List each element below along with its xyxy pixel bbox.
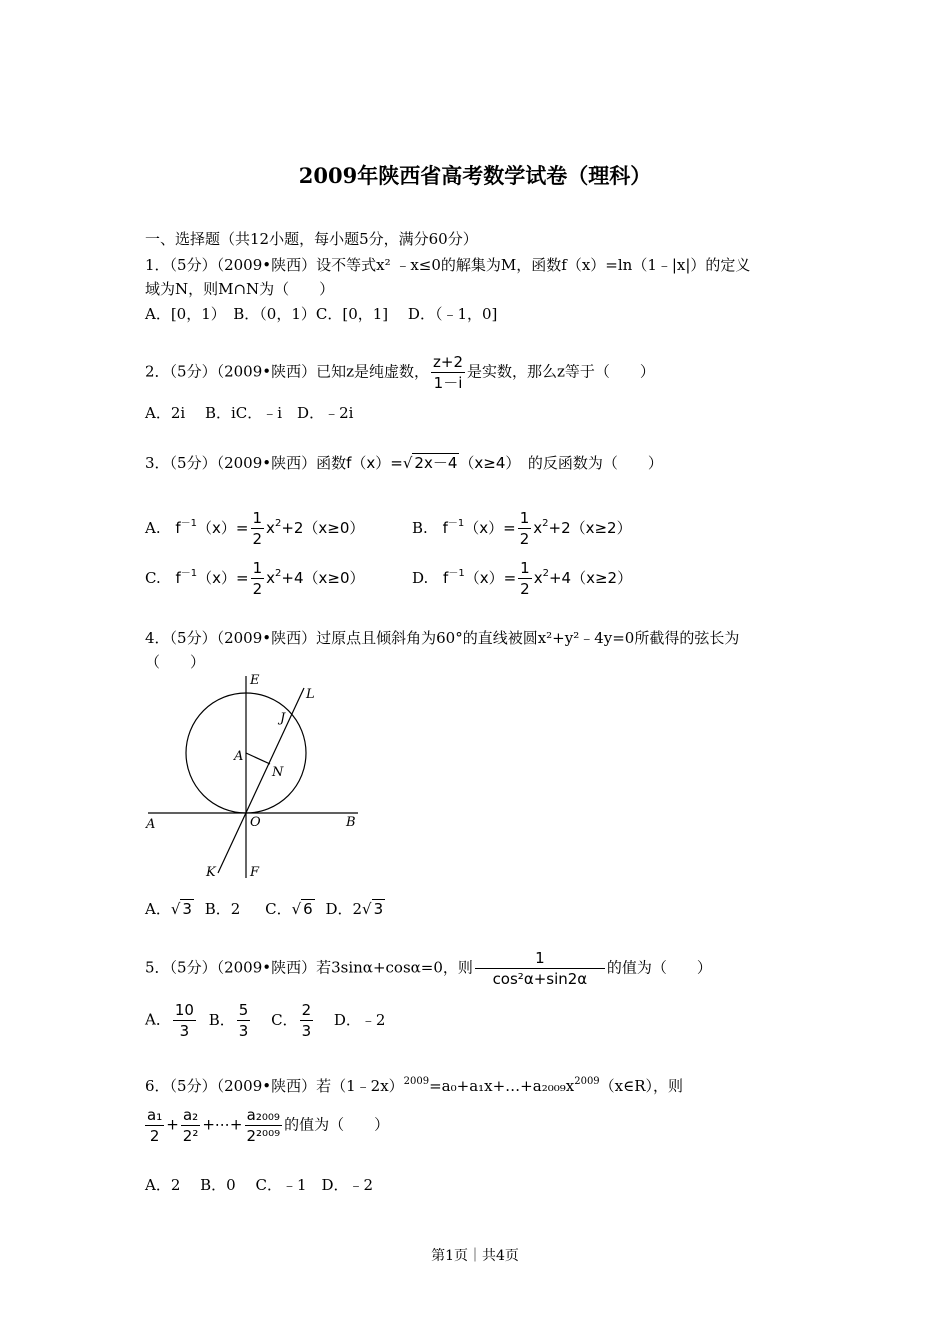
q1-line2: 域为N，则M∩N为（ ） bbox=[145, 280, 335, 298]
q2-post: 是实数，那么z等于（ ） bbox=[467, 362, 655, 381]
q4-sqrt-a: √ 3 bbox=[170, 900, 192, 918]
q4-opt-b: B．2 bbox=[204, 900, 241, 918]
half-fraction bbox=[518, 558, 532, 599]
q5-opt-c: C． bbox=[271, 1010, 298, 1029]
q5-c-num: 2 bbox=[301, 1001, 312, 1019]
q4-rad-d: 3 bbox=[373, 900, 384, 918]
q5-options bbox=[145, 1000, 385, 1041]
q6-line1 bbox=[145, 1075, 683, 1096]
q3-option-c: C. $f^{-1}(x)=$ $\frac{1}{2}$ $x^2+4(x\ge 0)$ bbox=[145, 559, 365, 598]
q5-a-num: 10 bbox=[174, 1001, 194, 1019]
q4-rad-a: 3 bbox=[182, 900, 192, 918]
x-var: x bbox=[266, 569, 276, 587]
q3-d-cond: +4（x≥2） bbox=[548, 569, 633, 587]
q4-opt-d: D．2 bbox=[325, 900, 363, 918]
section-heading: 一、选择题（共12小题，每小题5分，满分60分） bbox=[145, 230, 478, 248]
q6-f2-den: 2² bbox=[182, 1127, 199, 1145]
q5-a-den: 3 bbox=[179, 1022, 190, 1040]
q5-fraction bbox=[475, 948, 605, 989]
finv-arg: （x）= bbox=[464, 569, 517, 587]
q6-frac3 bbox=[245, 1105, 283, 1146]
q4-opt-c: C． bbox=[265, 900, 292, 918]
q5-b-num: 5 bbox=[238, 1001, 249, 1019]
q5-num: 1 bbox=[475, 948, 605, 969]
q6-f3-den: 2²⁰⁰⁹ bbox=[246, 1127, 281, 1145]
q5-frac-c bbox=[300, 1000, 314, 1041]
label-e: E bbox=[250, 673, 260, 688]
q3-cond: （x≥4） bbox=[459, 454, 513, 472]
q3-c-cond: +4（x≥0） bbox=[281, 569, 365, 587]
label-o: O bbox=[250, 815, 261, 830]
finv-sup: －1 bbox=[180, 518, 198, 529]
page-title: 2009年陕西省高考数学试卷（理科） bbox=[298, 163, 652, 188]
q2-num: z+2 bbox=[433, 353, 464, 371]
q3-pre: 3．（5分）（2009•陕西）函数 bbox=[145, 454, 347, 472]
q4-line2: （ ） bbox=[145, 653, 206, 671]
q2-fraction bbox=[431, 352, 465, 393]
finv-f: f bbox=[442, 519, 448, 537]
q5-den: cos²α+sin2α bbox=[492, 970, 588, 988]
half-num: 1 bbox=[520, 559, 530, 577]
q3-b-label: B. bbox=[412, 519, 428, 537]
q6-exp: 2009 bbox=[403, 1076, 430, 1087]
q4-rad-c: 6 bbox=[303, 900, 313, 918]
half-den: 2 bbox=[252, 580, 263, 598]
half-fraction bbox=[251, 558, 265, 599]
label-j: J bbox=[280, 711, 286, 726]
q6-f1-den: 2 bbox=[149, 1127, 160, 1145]
label-f: F bbox=[250, 865, 260, 880]
q3-option-b: B. $f^{-1}(x)=$ $\frac{1}{2}$ $x^2+2(x\ge 2)$ bbox=[412, 509, 632, 548]
q3-stem bbox=[145, 452, 663, 473]
page-footer: 第1页｜共4页 bbox=[431, 1248, 519, 1264]
q3-a-cond: +2（x≥0） bbox=[281, 519, 365, 537]
q4-options bbox=[145, 898, 385, 919]
q4-figure bbox=[140, 668, 370, 883]
label-n: N bbox=[272, 765, 284, 780]
q6-dots: +⋯+ bbox=[202, 1115, 243, 1134]
line-kl bbox=[218, 688, 304, 873]
q3-post: 的反函数为（ ） bbox=[527, 454, 663, 472]
q5-frac-a bbox=[173, 1000, 196, 1041]
q3-rad: 2x－4 bbox=[414, 454, 458, 472]
q6-f3-num: a₂₀₀₉ bbox=[245, 1105, 283, 1126]
q2-stem bbox=[145, 352, 655, 393]
q3-b-cond: +2（x≥2） bbox=[548, 519, 632, 537]
q6-f1-num: a₁ bbox=[147, 1106, 163, 1124]
q3-d-label: D. bbox=[412, 569, 429, 587]
half-fraction bbox=[251, 508, 265, 549]
finv-sup: －1 bbox=[180, 568, 198, 579]
q5-opt-d: D．﹣2 bbox=[333, 1010, 386, 1029]
q5-pre: 5．（5分）（2009•陕西）若3sinα+cosα=0，则 bbox=[145, 958, 473, 977]
q5-c-den: 3 bbox=[301, 1022, 312, 1040]
q5-frac-b bbox=[237, 1000, 251, 1041]
finv-arg: （x）= bbox=[464, 519, 516, 537]
q4-sqrt-d: √ 3 bbox=[362, 900, 384, 918]
q4-sqrt-c: √ 6 bbox=[291, 900, 313, 918]
finv-f: f bbox=[443, 569, 449, 587]
q5-b-den: 3 bbox=[238, 1022, 249, 1040]
finv-f: f bbox=[175, 569, 181, 587]
q6-exp2: 2009 bbox=[574, 1076, 600, 1087]
q1-line1: 1．（5分）（2009•陕西）设不等式x² ﹣x≤0的解集为M，函数f（x）=ln（1﹣|x|）的定义 bbox=[145, 256, 751, 274]
finv-sup: －1 bbox=[447, 518, 465, 529]
half-den: 2 bbox=[520, 580, 530, 598]
finv-sup: －1 bbox=[448, 568, 465, 579]
q5-opt-a: A． bbox=[145, 1010, 171, 1029]
q6-options: A．2 B．0 C．﹣1 D．﹣2 bbox=[145, 1176, 374, 1194]
x-var: x bbox=[266, 519, 275, 537]
q1-options: A．[0，1） B．（0，1）C．[0，1] D．（﹣1，0] bbox=[145, 305, 498, 323]
half-den: 2 bbox=[252, 530, 263, 548]
finv-arg: （x）= bbox=[197, 519, 249, 537]
q5-post: 的值为（ ） bbox=[606, 958, 712, 977]
q4-line1: 4．（5分）（2009•陕西）过原点且倾斜角为60°的直线被圆x²+y²﹣4y=0所截得的弦长为 bbox=[145, 629, 740, 647]
q3-option-d: D. $f^{-1}(x)=$ $\frac{1}{2}$ $x^2+4(x\ge 2)$ bbox=[412, 559, 633, 598]
label-a-left: A bbox=[146, 817, 156, 832]
half-fraction bbox=[518, 508, 532, 549]
q2-pre: 2．（5分）（2009•陕西）已知z是纯虚数， bbox=[145, 362, 430, 381]
half-num: 1 bbox=[252, 559, 263, 577]
label-a-center: A bbox=[234, 749, 244, 764]
q3-option-a: A. $f^{-1}(x)=$ $\frac{1}{2}$ $x^2+2(x\ge 0)$ bbox=[145, 509, 365, 548]
label-b: B bbox=[346, 815, 356, 830]
q2-den: 1－i bbox=[433, 374, 463, 392]
q2-options: A．2i B．iC．﹣i D．﹣2i bbox=[145, 404, 354, 422]
q6-line1b: =a₀+a₁x+…+a₂₀₀₉x bbox=[429, 1077, 575, 1095]
q3-c-label: C. bbox=[145, 569, 161, 587]
segment-an bbox=[246, 753, 270, 764]
finv-f: f bbox=[175, 519, 181, 537]
x-var: x bbox=[533, 569, 543, 587]
q6-expression: $\frac{\text{a₁}}{2}$ + $\frac{\text{a₂}}{\text{2²}}$ +⋯+ $\frac{\text{a₂₀₀₉}}{\text{2²⁰⁰⁹}}$ 的值为（ ） bbox=[147, 1106, 390, 1145]
q6-line1c: （x∈R），则 bbox=[599, 1077, 684, 1095]
finv-arg: （x）= bbox=[197, 569, 249, 587]
q3-sqrt: √ 2x－4 bbox=[402, 454, 458, 472]
q6-post: 的值为（ ） bbox=[284, 1115, 390, 1134]
q5-opt-b: B． bbox=[208, 1010, 235, 1029]
half-num: 1 bbox=[252, 509, 263, 527]
q3-a-label: A. bbox=[145, 519, 161, 537]
half-num: 1 bbox=[519, 509, 530, 527]
q3-func: f（x）= bbox=[346, 454, 403, 472]
q6-line1a: 6．（5分）（2009•陕西）若（1﹣2x） bbox=[145, 1077, 404, 1095]
x-var: x bbox=[533, 519, 543, 537]
half-den: 2 bbox=[519, 530, 530, 548]
label-k: K bbox=[206, 865, 216, 880]
label-l: L bbox=[306, 687, 315, 702]
q6-f2-num: a₂ bbox=[181, 1105, 201, 1126]
q4-opt-a: A． bbox=[145, 900, 171, 918]
q6-frac1 bbox=[145, 1105, 164, 1146]
q6-frac2 bbox=[181, 1105, 201, 1146]
q5-stem bbox=[145, 948, 712, 989]
